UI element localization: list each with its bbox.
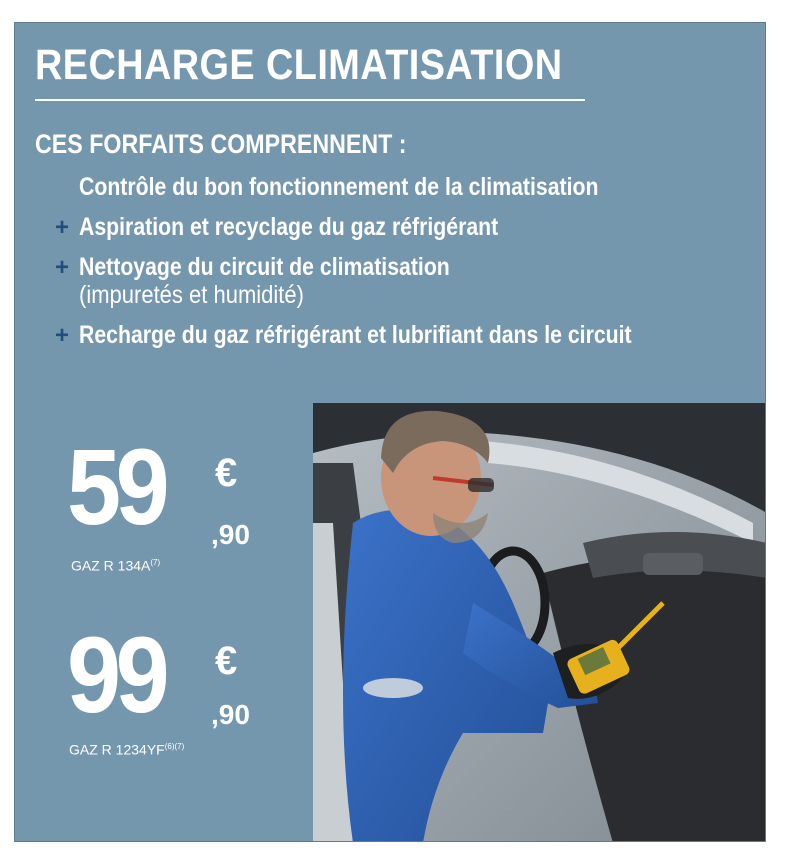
list-item-subtext: (impuretés et humidité) — [79, 281, 304, 309]
list-item — [55, 173, 760, 201]
service-list — [55, 173, 760, 361]
gas-label: GAZ R $134A^{(7)}$ — [71, 557, 161, 574]
page-title: RECHARGE CLIMATISATION — [35, 41, 563, 89]
mechanic-illustration — [313, 403, 766, 842]
plus-icon: + — [55, 254, 70, 281]
list-item — [55, 253, 760, 309]
price-currency: € — [215, 451, 238, 495]
list-item-text: Recharge du gaz réfrigérant et lubrifiant dans le circuit — [79, 321, 632, 349]
price-integer: 59 — [67, 426, 165, 547]
list-item — [55, 213, 760, 241]
price-r134a — [67, 426, 307, 583]
price-currency: € — [215, 639, 238, 683]
price-integer: 99 — [67, 614, 165, 735]
plus-icon: + — [55, 214, 70, 241]
price-decimal: ,90 — [211, 519, 250, 550]
section-subtitle: CES FORFAITS COMPRENNENT : — [35, 129, 407, 159]
list-item — [55, 321, 760, 349]
gas-label: GAZ R $1234YF^{(6)(7)}$ — [69, 741, 185, 758]
list-item-text: Contrôle du bon fonctionnement de la climatisation — [79, 173, 599, 201]
promo-panel — [14, 22, 766, 842]
list-item-text: Aspiration et recyclage du gaz réfrigérant — [79, 213, 499, 241]
list-item-text: Nettoyage du circuit de climatisation — [79, 253, 450, 281]
plus-icon: + — [55, 322, 70, 349]
mechanic-photo — [313, 403, 766, 842]
title-underline — [35, 99, 585, 101]
price-r1234yf — [67, 614, 307, 771]
price-decimal: ,90 — [211, 699, 250, 730]
